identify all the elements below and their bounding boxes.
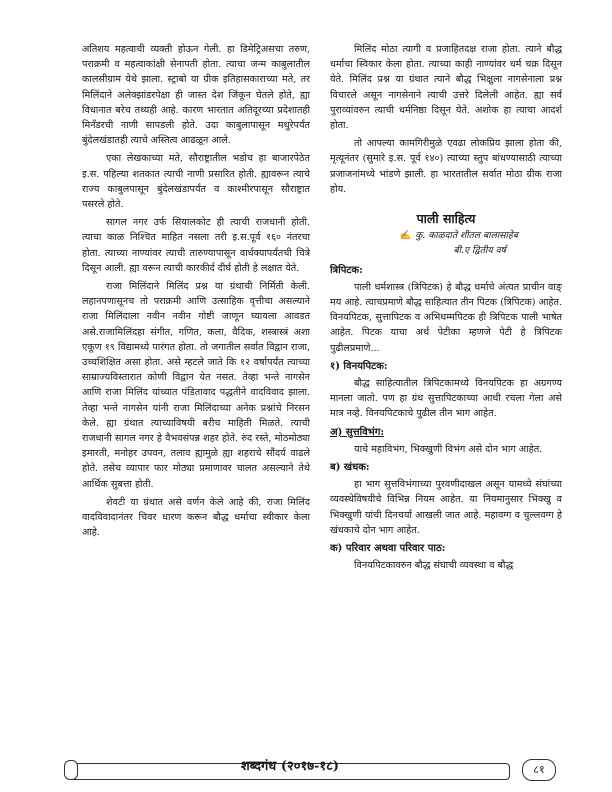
left-column: [82, 42, 310, 544]
section-heading-tripitak: त्रिपिटक:: [330, 264, 363, 276]
paragraph: पाली धर्मशास्त्र (त्रिपिटक) हे बौद्ध धर्माचे अंत्यत प्राचीन वाङ् मय आहे. त्याचप्रमाणे बौद्ध साहित्यात तीन पिटक (त्रिपिटक) आहेत. विनयपिटक, सुत्तापिटक व अभिधम्मपिटक ही त्रिपिटक पाली भाषेत आहेत. पिटक याचा अर्थ पेटीका म्हणजे पेटी हे त्रिपिटक पुढीलप्रमाणे...: [330, 281, 562, 354]
paragraph: राजा मिलिंदाने मिलिंद प्रश्न या ग्रंथाची निर्मिती केली. लहानपणासूनच तो पराक्रमी आणि उत्साहिक वृत्तीचा असल्याने राजा मिलिंदाला नवीन नवीन गोष्टी जाणून घ्यायला आवडत असे.राजामिलिंदहा संगीत, गणित, कला, वैदिक, शस्त्रास्त्रं अशा एकूण १९ विद्यामध्ये पारंगत होता. तो जगातील सर्वात विद्वान राजा, उच्चशिक्षित असा होता. असे म्हटले जाते कि १२ वर्षापर्यंत त्याच्या साम्राज्यविस्तारात कोणी विद्वान येत नसत. तेव्हा भन्ते नागसेन आणि राजा मिलिंद यांच्यात पंडितावाद पद्धतीने वादविवाद झाला. तेव्हा भन्ते नागसेन यांनी राजा मिलिंदाच्या अनेक प्रश्नांचे निरसन केले. ह्या ग्रंथात त्याच्याविषयी बरीच माहिती मिळते. त्याची राजधानी सागल नगर हे वैभवसंपन्न शहर होते. रुंद रस्ते, मोठमोठ्या इमारती, मनोहर उपवन, तलाव ह्यामुळे ह्या शहराचे सौंदर्य वाढले होते. तसेच व्यापार फार मोठ्या प्रमाणावर चालत असल्याने तेथे आर्थिक सुबत्ता होती.: [82, 281, 310, 490]
paragraph: मिलिंद मोठा त्यागी व प्रजाहितदक्ष राजा होता. त्याने बौद्ध धर्माचा स्विकार केला होता. त्याच्या काही नाण्यांवर धर्म चक्र दिसून येते. मिलिंद प्रश्न या ग्रंथात त्याने बौद्ध भिक्षुला नागसेनाला प्रश्न विचारले असून नागसेनाने त्याची उत्तरे दिलेली आहेत. ह्या सर्व पुराव्यांवरुन त्याची धर्मनिष्ठा दिसून येते. अशोक हा त्याचा आदर्श होता.: [330, 44, 562, 132]
paragraph: एका लेखकाच्या मते, सौराष्ट्रातील भडोच हा बाजारपेठेत इ.स. पहिल्या शतकात त्याची नाणी प्रसारित होती. ह्यावरून त्याचे राज्य काबुलपासून बुंदेलखंडापर्यंत व काश्मीरपासून सौराष्ट्रात पसरले होते.: [82, 153, 310, 211]
footer-title: शब्दगंध (२०१७-१८): [240, 759, 340, 774]
section-heading-suttavibhang: अ) सुत्तविभंग:: [330, 426, 385, 438]
author-degree: बी.ए द्वितीय वर्ष: [453, 245, 506, 257]
paragraph: शेवटी या ग्रंथात असे वर्णन केले आहे की, राजा मिलिंद वादविवादानंतर चिवर धारण करून बौद्ध धर्माचा स्वीकार केला आहे.: [82, 496, 310, 539]
paragraph: विनयपिटकावरुन बौद्ध संघाची व्यवस्था व बौद्ध: [354, 560, 514, 572]
author-name: कु. काळदाते शीतल बालासाहेब: [415, 230, 518, 242]
paragraph: हा भाग सुत्तविभंगाच्या पुरवणीदाखल असून यामध्ये संघांच्या व्यवस्थेविषयीचे विभिन्न नियम आहेत. या नियमानुसार भिक्खु व भिक्खुणी यांची दिनचर्या आखली जात आहे. महावग्ग व चुल्लवग्ग हे खंधकाचे दोन भाग आहेत.: [330, 479, 562, 536]
section-heading-khandhak: ब) खंधक:: [330, 462, 370, 474]
page-number: ८१: [522, 759, 556, 781]
article-title: पाली साहित्य: [416, 211, 476, 227]
section-heading-vinay: १) विनयपिटक:: [330, 360, 388, 372]
paragraph: बौद्ध साहित्यातील त्रिपिटकामध्ये विनयपिटक हा अग्रगण्य मानला जातो. पण हा ग्रंथ सुत्तापिटकाच्या आधी रचला गेला असे मात्र नव्हे. विनयपिटकाचे पुढील तीन भाग आहेत.: [330, 378, 562, 420]
paragraph: अतिशय महत्वाची व्यक्ती होऊन गेली. हा डिमेट्रिअसचा तरुण, पराक्रमी व महत्वाकांक्षी सेनापती होता. त्याचा जन्म काबुलातील कालसीग्राम येथे झाला. स्ट्राबो या ग्रीक इतिहासकाराच्या मते, तर मिलिंदाने अलेक्झांडरपेक्षा ही जास्त देश जिंकून घेतले होते, ह्या विधानात बरेच तथ्यही आहे. कारण भारतात अतिदूरच्या प्रदेशातही मिनँडरची नाणी सापडली होते. उदा काबुलापासून मथुरेपर्यंत बुंदेलखंडातही त्याचे अस्तित्व आढळून आले.: [82, 44, 310, 147]
paragraph: तो आपल्या कामगिरीमुळे एवढा लोकप्रिय झाला होता की, मृत्यूनंतर (सुमारे इ.स. पूर्व १४०) त्याच्या स्तुप बांधण्यासाठी त्याच्या प्रजाजनांमध्ये भांडणे झाली. हा भारतातील सर्वात मोठा ग्रीक राजा होय.: [330, 138, 562, 195]
right-column: [330, 42, 562, 577]
paragraph: याचे महाविभंग, भिक्खुणी विभंग असे दोन भाग आहेत.: [354, 443, 543, 455]
page-footer: [70, 759, 570, 781]
article-author: [330, 228, 562, 243]
pen-icon: ✍: [399, 230, 412, 242]
paragraph: सागल नगर उर्फ सियालकोट ही त्याची राजधानी होती. त्याचा काळ निश्चित माहित नसला तरी इ.स.पूर्व १६० नंतरचा होता. त्याच्या नाण्यांवर त्याची तारुण्यापासून वार्धक्यापर्यंतची चित्रे दिसून आली. ह्या वरून त्याची कारकीर्द दीर्घ होती हे लक्षात येते.: [82, 217, 310, 274]
section-heading-parivar: क) परिवार अथवा परिवार पाठ:: [330, 543, 446, 555]
